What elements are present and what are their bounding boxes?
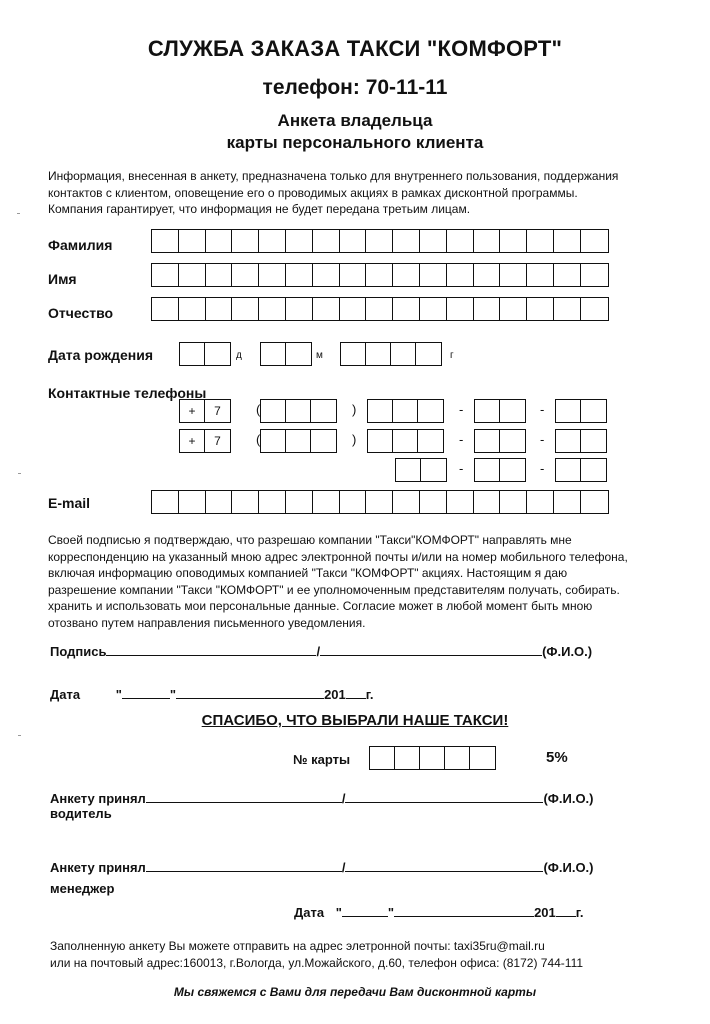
manager-role: менеджер — [50, 881, 115, 896]
footer-line: Заполненную анкету Вы можете отправить на адрес элетронной почты: taxi35ru@mail.ru — [50, 939, 545, 953]
accepted-driver-row — [50, 788, 594, 806]
year-unit: г — [450, 350, 454, 361]
digit-box[interactable] — [421, 459, 446, 481]
letter-box[interactable] — [393, 491, 420, 513]
accepted-label: Анкету принял — [50, 860, 146, 875]
letter-box[interactable] — [393, 298, 420, 320]
dash: - — [540, 461, 545, 476]
digit-box[interactable] — [475, 430, 500, 452]
fio-hint: (Ф.И.О.) — [543, 860, 594, 875]
letter-box[interactable] — [447, 264, 474, 286]
digit-box[interactable] — [500, 430, 525, 452]
phone-2-part-c[interactable] — [555, 429, 607, 453]
digit-box[interactable] — [420, 747, 445, 769]
month-input-line[interactable] — [394, 902, 534, 917]
letter-box[interactable] — [232, 230, 259, 252]
letter-box[interactable] — [366, 298, 393, 320]
digit-box[interactable] — [475, 459, 500, 481]
letter-box[interactable] — [286, 264, 313, 286]
year-input-line[interactable] — [346, 684, 366, 699]
form-title-line-1: Анкета владельца — [277, 111, 433, 130]
letter-box[interactable] — [340, 264, 367, 286]
phone-1-part-a[interactable] — [367, 399, 444, 423]
digit-box[interactable] — [366, 343, 391, 365]
open-paren: ( — [256, 402, 261, 417]
digit-box[interactable] — [341, 343, 366, 365]
letter-box[interactable] — [232, 298, 259, 320]
digit-box[interactable] — [475, 400, 500, 422]
birth-year-field[interactable] — [340, 342, 442, 366]
dash: - — [459, 461, 464, 476]
digit-box[interactable] — [395, 747, 420, 769]
letter-box[interactable] — [447, 298, 474, 320]
name-label: Имя — [48, 271, 77, 287]
letter-box[interactable] — [581, 264, 608, 286]
separator-slash: / — [316, 644, 321, 659]
phone-title: телефон: 70-11-11 — [262, 76, 448, 99]
separator-slash: / — [341, 791, 346, 806]
quote-mark: " — [169, 687, 177, 702]
month-input-line[interactable] — [176, 684, 324, 699]
dash: - — [540, 432, 545, 447]
dash: - — [540, 402, 545, 417]
letter-box[interactable] — [206, 491, 233, 513]
driver-name-line[interactable] — [345, 788, 543, 803]
phone-1-part-b[interactable] — [474, 399, 526, 423]
letter-box[interactable] — [259, 491, 286, 513]
intro-line: Компания гарантирует, что информация не будет передана третьим лицам. — [48, 202, 471, 216]
digit-box[interactable] — [311, 430, 336, 452]
birth-month-field[interactable] — [260, 342, 312, 366]
dash: - — [459, 402, 464, 417]
year-input-line[interactable] — [556, 902, 576, 917]
letter-box[interactable] — [259, 298, 286, 320]
letter-box[interactable] — [206, 264, 233, 286]
phone-2-code[interactable] — [260, 429, 337, 453]
letter-box[interactable] — [474, 491, 501, 513]
letter-box[interactable] — [581, 230, 608, 252]
email-field[interactable] — [151, 490, 609, 514]
digit-box[interactable] — [500, 400, 525, 422]
intro-text — [48, 168, 688, 218]
consent-line: отозвано путем направления письменного уведомления. — [48, 615, 366, 630]
year-suffix: г. — [365, 687, 374, 702]
digit-box[interactable] — [261, 343, 286, 365]
thanks-wrap — [0, 712, 710, 730]
letter-box[interactable] — [232, 264, 259, 286]
phones-label: Контактные телефоны — [48, 385, 207, 401]
manager-name-line[interactable] — [345, 857, 543, 872]
phone-2-part-a[interactable] — [367, 429, 444, 453]
surname-field[interactable] — [151, 229, 609, 253]
year-prefix: 201 — [534, 905, 556, 920]
letter-box[interactable] — [340, 298, 367, 320]
birth-date-label: Дата рождения — [48, 347, 154, 363]
letter-box[interactable] — [554, 264, 581, 286]
year-prefix: 201 — [324, 687, 346, 702]
letter-box[interactable] — [581, 298, 608, 320]
digit-box[interactable] — [581, 430, 606, 452]
footer-closing: Мы свяжемся с Вами для передачи Вам дисконтной карты — [173, 985, 537, 999]
plus-box: + — [180, 430, 205, 452]
letter-box[interactable] — [581, 491, 608, 513]
letter-box[interactable] — [179, 491, 206, 513]
letter-box[interactable] — [527, 230, 554, 252]
letter-box[interactable] — [474, 298, 501, 320]
quote-mark: " — [335, 905, 342, 920]
consent-line: корреспонденцию на указанный мною адрес электронной почты и/или на номер мобильного телефона, — [48, 549, 628, 564]
letter-box[interactable] — [474, 264, 501, 286]
company-title: СЛУЖБА ЗАКАЗА ТАКСИ "КОМФОРТ" — [147, 36, 563, 61]
phone-1-country[interactable] — [179, 399, 231, 423]
letter-box[interactable] — [554, 298, 581, 320]
digit-box[interactable] — [500, 459, 525, 481]
date-row — [50, 684, 374, 702]
open-paren: ( — [256, 432, 261, 447]
letter-box[interactable] — [259, 230, 286, 252]
letter-box[interactable] — [420, 230, 447, 252]
driver-signature-line[interactable] — [146, 788, 342, 803]
digit-box[interactable] — [470, 747, 495, 769]
letter-box[interactable] — [366, 491, 393, 513]
letter-box[interactable] — [179, 298, 206, 320]
letter-box[interactable] — [527, 491, 554, 513]
phone-2-country[interactable] — [179, 429, 231, 453]
digit-box[interactable] — [393, 400, 418, 422]
digit-box[interactable] — [261, 400, 286, 422]
quote-mark: " — [115, 687, 122, 702]
full-name-input-line[interactable] — [320, 641, 542, 656]
letter-box[interactable] — [500, 491, 527, 513]
letter-box[interactable] — [340, 230, 367, 252]
letter-box[interactable] — [420, 264, 447, 286]
digit-box[interactable] — [556, 430, 581, 452]
phone-3-part-a[interactable] — [395, 458, 447, 482]
footer-contacts — [50, 938, 690, 971]
patronymic-label: Отчество — [48, 305, 114, 321]
digit-box: 7 — [214, 434, 221, 448]
letter-box[interactable] — [420, 491, 447, 513]
letter-box[interactable] — [500, 298, 527, 320]
digit-box[interactable] — [391, 343, 416, 365]
letter-box[interactable] — [313, 230, 340, 252]
scan-mark — [18, 735, 21, 736]
date-label: Дата — [294, 905, 325, 920]
letter-box[interactable] — [420, 298, 447, 320]
letter-box[interactable] — [232, 491, 259, 513]
birth-day-field[interactable] — [179, 342, 231, 366]
letter-box[interactable] — [500, 264, 527, 286]
fio-hint: (Ф.И.О.) — [543, 791, 594, 806]
scan-mark — [18, 473, 21, 474]
scan-mark — [17, 213, 20, 214]
phone-2-part-b[interactable] — [474, 429, 526, 453]
discount-value: 5% — [546, 749, 568, 766]
letter-box[interactable] — [474, 230, 501, 252]
manager-signature-line[interactable] — [146, 857, 342, 872]
day-input-line[interactable] — [122, 684, 170, 699]
signature-row — [50, 641, 592, 659]
letter-box[interactable] — [152, 264, 179, 286]
plus-box: + — [180, 400, 205, 422]
year-suffix: г. — [575, 905, 584, 920]
name-field[interactable] — [151, 263, 609, 287]
signature-input-line[interactable] — [106, 641, 316, 656]
separator-slash: / — [341, 860, 346, 875]
intro-line: Информация, внесенная в анкету, предназначена только для внутреннего пользования, поддержания — [48, 169, 619, 183]
letter-box[interactable] — [313, 491, 340, 513]
letter-box[interactable] — [366, 230, 393, 252]
digit-box[interactable] — [445, 747, 470, 769]
letter-box[interactable] — [313, 298, 340, 320]
close-paren: ) — [352, 402, 357, 417]
letter-box[interactable] — [179, 230, 206, 252]
thanks-text: СПАСИБО, ЧТО ВЫБРАЛИ НАШЕ ТАКСИ! — [201, 712, 509, 729]
signature-label: Подпись — [50, 644, 107, 659]
digit-box[interactable] — [418, 400, 443, 422]
letter-box[interactable] — [152, 298, 179, 320]
letter-box[interactable] — [393, 230, 420, 252]
consent-line: хранить и использовать мои персональные данные. Согласие может в любой момент быть мною — [48, 599, 593, 613]
phone-1-code[interactable] — [260, 399, 337, 423]
letter-box[interactable] — [206, 230, 233, 252]
digit-box[interactable] — [286, 343, 311, 365]
digit-box[interactable] — [286, 400, 311, 422]
consent-line: включая информацию оповодимых компанией "Такси "КОМФОРТ" акциях. Настоящим я даю — [48, 566, 568, 580]
letter-box[interactable] — [366, 264, 393, 286]
footer-line: или на почтовый адрес:160013, г.Вологда, ул.Можайского, д.60, телефон офиса: (8172) 744-111 — [50, 955, 584, 970]
letter-box[interactable] — [554, 491, 581, 513]
letter-box[interactable] — [286, 491, 313, 513]
digit-box: 7 — [214, 404, 221, 418]
letter-box[interactable] — [393, 264, 420, 286]
digit-box[interactable] — [396, 459, 421, 481]
letter-box[interactable] — [447, 491, 474, 513]
letter-box[interactable] — [340, 491, 367, 513]
consent-line: Своей подписью я подтверждаю, что разрешаю компании "Такси"КОМФОРТ" направлять мне — [48, 533, 572, 547]
digit-box[interactable] — [556, 400, 581, 422]
digit-box[interactable] — [581, 459, 606, 481]
month-unit: м — [316, 350, 323, 361]
card-number-field[interactable] — [369, 746, 496, 770]
digit-box[interactable] — [416, 343, 441, 365]
day-input-line[interactable] — [342, 902, 388, 917]
digit-box[interactable] — [370, 747, 395, 769]
accepted-manager-row — [50, 857, 594, 875]
close-paren: ) — [352, 432, 357, 447]
patronymic-field[interactable] — [151, 297, 609, 321]
fio-hint: (Ф.И.О.) — [542, 644, 593, 659]
digit-box[interactable] — [418, 430, 443, 452]
letter-box[interactable] — [206, 298, 233, 320]
letter-box[interactable] — [152, 491, 179, 513]
accepted-label: Анкету принял — [50, 791, 146, 806]
consent-line: разрешение компании "Такси "КОМФОРТ" и ее уполномоченным представителям получать, собирать. — [48, 582, 620, 597]
letter-box[interactable] — [259, 264, 286, 286]
day-unit: д — [236, 350, 242, 361]
phone-3-part-c[interactable] — [555, 458, 607, 482]
digit-box[interactable] — [311, 400, 336, 422]
letter-box[interactable] — [500, 230, 527, 252]
letter-box[interactable] — [527, 264, 554, 286]
letter-box[interactable] — [179, 264, 206, 286]
date-label: Дата — [50, 687, 81, 702]
letter-box[interactable] — [554, 230, 581, 252]
letter-box[interactable] — [447, 230, 474, 252]
surname-label: Фамилия — [48, 237, 113, 253]
consent-text — [48, 532, 688, 631]
email-label: E-mail — [48, 495, 91, 511]
dash: - — [459, 432, 464, 447]
letter-box[interactable] — [313, 264, 340, 286]
digit-box[interactable] — [261, 430, 286, 452]
letter-box[interactable] — [286, 230, 313, 252]
digit-box[interactable] — [180, 343, 205, 365]
phone-3-part-b[interactable] — [474, 458, 526, 482]
digit-box[interactable] — [581, 400, 606, 422]
digit-box[interactable] — [368, 400, 393, 422]
card-number-label: № карты — [293, 752, 351, 767]
digit-box[interactable] — [556, 459, 581, 481]
digit-box[interactable] — [205, 343, 230, 365]
form-title-line-2: карты персонального клиента — [226, 133, 484, 152]
digit-box[interactable] — [368, 430, 393, 452]
digit-box[interactable] — [286, 430, 311, 452]
intro-line: контактов с клиентом, оповещение его о проводимых акциях в рамках дисконтной программы. — [48, 185, 578, 200]
digit-box[interactable] — [393, 430, 418, 452]
quote-mark: " — [387, 905, 395, 920]
letter-box[interactable] — [286, 298, 313, 320]
driver-role: водитель — [50, 806, 112, 821]
phone-1-part-c[interactable] — [555, 399, 607, 423]
manager-date-row — [294, 902, 584, 920]
letter-box[interactable] — [152, 230, 179, 252]
letter-box[interactable] — [527, 298, 554, 320]
